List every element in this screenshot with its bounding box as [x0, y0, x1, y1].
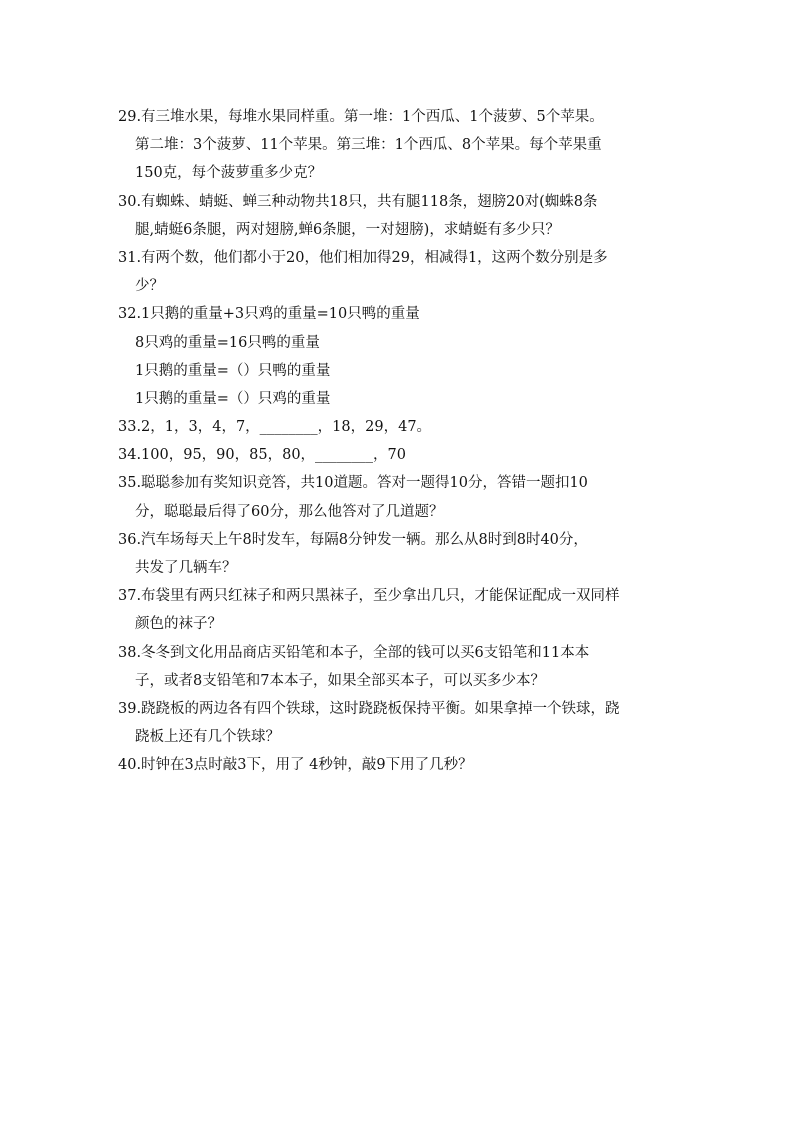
problem-line: 1只鹅的重量=（）只鸭的重量 — [135, 362, 331, 379]
problem-31 — [118, 244, 688, 300]
problem-36 — [118, 526, 688, 582]
problem-29 — [118, 103, 688, 188]
problem-line: 分，聪聪最后得了60分，那么他答对了几道题？ — [135, 503, 444, 520]
problem-line: 32.1只鹅的重量+3只鸡的重量=10只鸭的重量 — [118, 306, 420, 323]
problem-line: 33.2，1，3，4，7，________，18，29，47。 — [118, 419, 432, 436]
problem-line: 39.跷跷板的两边各有四个铁球，这时跷跷板保持平衡。如果拿掉一个铁球，跷 — [118, 700, 620, 717]
problem-line: 36.汽车场每天上午8时发车，每隔8分钟发一辆。那么从8时到8时40分， — [118, 531, 588, 548]
problem-37 — [118, 582, 688, 638]
problem-32 — [118, 300, 688, 413]
problem-line: 第二堆：3个菠萝、11个苹果。第三堆：1个西瓜、8个苹果。每个苹果重 — [135, 137, 602, 154]
problem-line: 颜色的袜子？ — [135, 616, 222, 633]
problem-line: 子，或者8支铅笔和7本本子，如果全部买本子，可以买多少本？ — [135, 672, 545, 689]
problem-line: 29.有三堆水果，每堆水果同样重。第一堆：1个西瓜、1个菠萝、5个苹果。 — [118, 109, 604, 125]
problem-line: 31.有两个数，他们都小于20，他们相加得29，相减得1，这两个数分别是多 — [118, 249, 608, 266]
problem-35 — [118, 469, 688, 525]
problem-line: 30.有蜘蛛、蜻蜓、蝉三种动物共18只，共有腿118条，翅膀20对(蜘蛛8条 — [118, 193, 598, 210]
problem-33 — [118, 413, 688, 441]
problem-line: 35.聪聪参加有奖知识竞答，共10道题。答对一题得10分，答错一题扣10 — [118, 475, 588, 492]
problem-40 — [118, 751, 688, 779]
problem-line: 少？ — [135, 278, 164, 295]
problem-line: 共发了几辆车？ — [135, 560, 237, 576]
problem-34 — [118, 441, 688, 469]
problem-39 — [118, 695, 688, 751]
problem-line: 37.布袋里有两只红袜子和两只黑袜子，至少拿出几只，才能保证配成一双同样 — [118, 588, 620, 605]
problem-line: 40.时钟在3点时敲3下，用了 4秒钟，敲9下用了几秒？ — [118, 757, 473, 774]
problem-line: 38.冬冬到文化用品商店买铅笔和本子，全部的钱可以买6支铅笔和11本本 — [118, 644, 590, 661]
problem-line: 34.100，95，90，85，80，________，70 — [118, 447, 406, 464]
problem-line: 1只鹅的重量=（）只鸡的重量 — [135, 390, 331, 407]
problem-30 — [118, 188, 688, 244]
problem-38 — [118, 639, 688, 695]
problem-line: 8只鸡的重量=16只鸭的重量 — [135, 334, 320, 351]
problem-line: 跷板上还有几个铁球？ — [135, 729, 280, 746]
problem-line: 腿,蜻蜓6条腿，两对翅膀,蝉6条腿，一对翅膀)，求蜻蜓有多少只？ — [135, 221, 560, 238]
problem-list — [118, 103, 688, 780]
problem-line: 150克，每个菠萝重多少克？ — [135, 165, 323, 182]
